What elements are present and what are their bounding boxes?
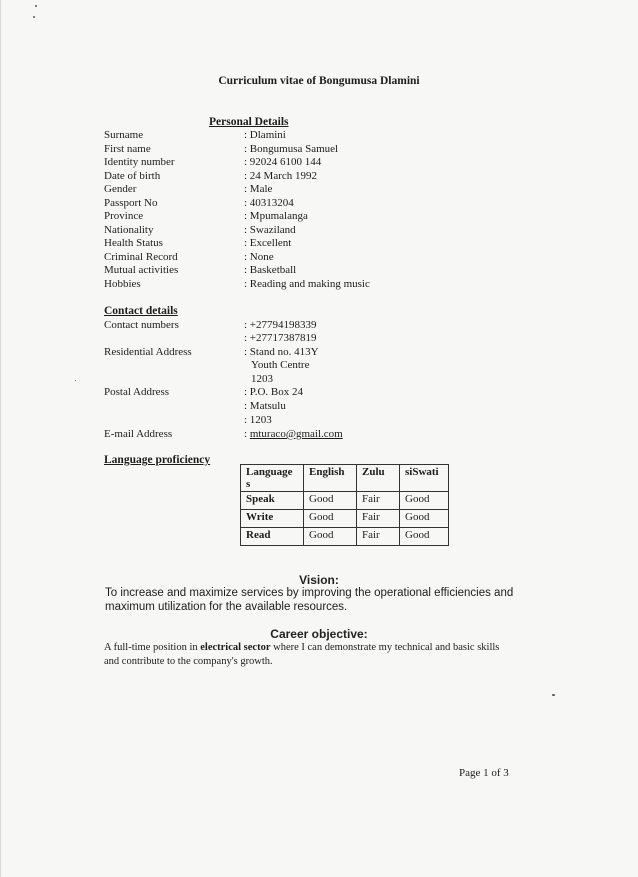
field-label: Mutual activities xyxy=(104,264,179,276)
field-label: Identity number xyxy=(104,156,175,168)
field-value: : Mpumalanga xyxy=(244,210,308,222)
residential-line-1: : Stand no. 413Y xyxy=(244,346,319,358)
table-cell: Good xyxy=(400,492,449,510)
field-label: Criminal Record xyxy=(104,250,178,263)
residential-line-2: Youth Centre xyxy=(251,359,310,371)
table-cell: Fair xyxy=(357,492,400,510)
table-cell: Good xyxy=(304,492,357,510)
field-label: Surname xyxy=(104,129,144,141)
field-value: : Bongumusa Samuel xyxy=(244,142,339,155)
table-header-cell: English xyxy=(304,465,357,492)
field-label: Province xyxy=(104,210,144,222)
scan-speck xyxy=(552,694,555,696)
vision-text: To increase and maximize services by improving the operational efficiencies and maximum utilization for the available resources. xyxy=(105,587,514,613)
email-prefix: : xyxy=(244,428,250,440)
field-label: Health Status xyxy=(104,237,163,249)
field-label: Hobbies xyxy=(104,278,141,290)
contact-number-1: : +27794198339 xyxy=(244,319,317,331)
residential-line-3: 1203 xyxy=(251,373,273,385)
scan-speck xyxy=(75,380,76,381)
personal-details-heading: Personal Details xyxy=(209,116,289,128)
table-row xyxy=(241,492,449,510)
table-row xyxy=(241,510,449,528)
field-label: First name xyxy=(104,142,151,155)
postal-line-3: : 1203 xyxy=(244,414,272,426)
field-value: : Reading and making music xyxy=(244,278,370,290)
scan-speck xyxy=(35,5,37,7)
table-cell: Good xyxy=(304,510,357,528)
field-value: : Swaziland xyxy=(244,223,296,236)
career-text-end: where I can demonstrate my technical and basic skills and contribute to the company's growth. xyxy=(104,642,500,667)
postal-line-1: : P.O. Box 24 xyxy=(244,386,303,398)
field-value: : Basketball xyxy=(244,264,297,276)
table-row-header: Write xyxy=(241,510,304,528)
postal-line-2: : Matsulu xyxy=(244,400,286,412)
language-proficiency-heading: Language proficiency xyxy=(104,454,211,466)
field-value: : Excellent xyxy=(244,237,292,249)
contact-details-heading: Contact details xyxy=(104,305,178,317)
career-objective-heading: Career objective: xyxy=(270,627,368,641)
field-label: Date of birth xyxy=(104,169,161,182)
scan-speck xyxy=(33,16,35,18)
field-value: : 40313204 xyxy=(244,196,294,209)
table-header-cell: Zulu xyxy=(357,465,400,492)
table-cell: Good xyxy=(400,510,449,528)
contact-numbers-label: Contact numbers xyxy=(104,319,179,331)
email-label: E-mail Address xyxy=(104,428,173,440)
table-cell: Good xyxy=(304,528,357,546)
postal-address-label: Postal Address xyxy=(104,386,170,398)
table-row-header: Speak xyxy=(241,492,304,510)
career-text-bold: electrical sector xyxy=(200,642,271,653)
field-label: Nationality xyxy=(104,223,154,236)
page-number: Page 1 of 3 xyxy=(459,767,509,779)
vision-heading: Vision: xyxy=(299,573,339,587)
table-header-cell: Language s xyxy=(241,465,304,492)
field-label: Passport No xyxy=(104,196,158,209)
contact-number-2: : +27717387819 xyxy=(244,332,317,344)
career-text-start: A full-time position in xyxy=(104,642,201,653)
email-value xyxy=(244,428,343,441)
field-value: : Dlamini xyxy=(244,129,286,141)
table-header-cell: siSwati xyxy=(400,465,449,492)
table-row xyxy=(241,528,449,546)
field-label: Gender xyxy=(104,183,137,195)
email-link[interactable]: mturaco@gmail.com xyxy=(249,428,343,440)
field-value: : None xyxy=(244,250,274,263)
table-row-header: Read xyxy=(241,528,304,546)
document-title: Curriculum vitae of Bongumusa Dlamini xyxy=(218,75,420,87)
field-value: : Male xyxy=(244,183,273,195)
table-cell: Good xyxy=(400,528,449,546)
residential-address-label: Residential Address xyxy=(104,346,192,358)
table-cell: Fair xyxy=(357,510,400,528)
field-value: : 92024 6100 144 xyxy=(244,156,322,168)
field-value: : 24 March 1992 xyxy=(244,169,318,182)
language-table xyxy=(240,464,449,546)
table-cell: Fair xyxy=(357,528,400,546)
career-objective-text xyxy=(104,641,504,669)
table-header-row xyxy=(241,465,449,492)
